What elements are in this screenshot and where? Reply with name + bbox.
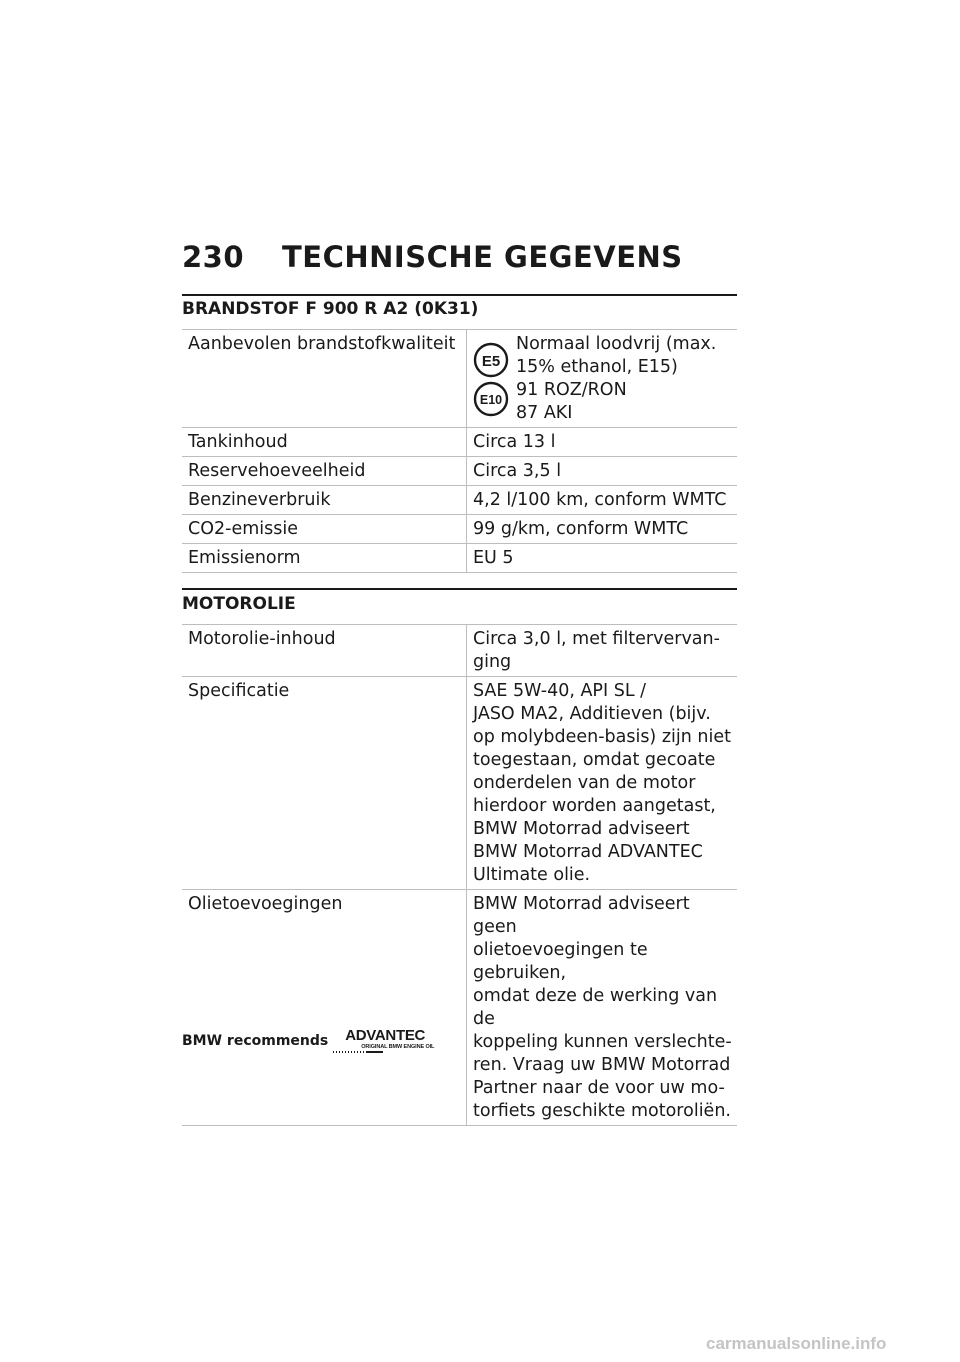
e10-fuel-icon xyxy=(473,381,509,417)
oil-value-line: Circa 3,0 l, met filtervervan- xyxy=(473,629,720,649)
oil-value-line: ren. Vraag uw BMW Motorrad xyxy=(473,1055,731,1075)
fuel-section-title: BRANDSTOF F 900 R A2 (0K31) xyxy=(182,294,737,329)
watermark: carmanualsonline.info xyxy=(706,1334,887,1353)
advantec-logo-subtitle: ORIGINAL BMW ENGINE OIL xyxy=(361,1044,435,1050)
oil-value-line: BMW Motorrad adviseert geen xyxy=(473,894,690,937)
advantec-logo xyxy=(333,1029,443,1057)
fuel-row-label: Reservehoeveelheid xyxy=(182,457,467,486)
e10-fuel-icon-text: E10 xyxy=(479,393,503,407)
oil-value-line: hierdoor worden aangetast, xyxy=(473,796,716,816)
fuel-quality-line: Normaal loodvrij (max. xyxy=(516,334,717,354)
oil-value-line: torfiets geschikte motoroliën. xyxy=(473,1101,731,1121)
fuel-row-value: Circa 13 l xyxy=(473,432,556,452)
page-title: TECHNISCHE GEGEVENS xyxy=(282,240,683,274)
oil-row-value xyxy=(467,890,738,1126)
oil-section-title: MOTOROLIE xyxy=(182,588,737,624)
bmw-recommends-text: BMW recommends xyxy=(182,1033,329,1049)
fuel-row-value: Circa 3,5 l xyxy=(473,461,562,481)
fuel-row-label: CO2-emissie xyxy=(182,515,467,544)
advantec-logo-bar-solid xyxy=(367,1051,383,1053)
fuel-quality-line: 91 ROZ/RON xyxy=(516,380,627,400)
table-row xyxy=(182,544,737,573)
oil-value-line: BMW Motorrad ADVANTEC xyxy=(473,842,703,862)
oil-row-value xyxy=(467,625,738,677)
fuel-row-label: Emissienorm xyxy=(182,544,467,573)
oil-value-line: SAE 5W-40, API SL / xyxy=(473,681,647,701)
fuel-row-value: 99 g/km, conform WMTC xyxy=(473,519,689,539)
fuel-row-value: 4,2 l/100 km, conform WMTC xyxy=(473,490,727,510)
e5-fuel-icon xyxy=(473,342,509,378)
oil-row-label: Olietoevoegingen xyxy=(182,890,467,1126)
fuel-row-label: Tankinhoud xyxy=(182,428,467,457)
oil-value-line: Partner naar de voor uw mo- xyxy=(473,1078,725,1098)
table-row xyxy=(182,625,737,677)
fuel-quality-line: 15% ethanol, E15) xyxy=(516,357,678,377)
oil-value-line: omdat deze de werking van de xyxy=(473,986,718,1029)
oil-value-line: op molybdeen-basis) zijn niet xyxy=(473,727,731,747)
oil-value-line: toegestaan, omdat gecoate xyxy=(473,750,716,770)
oil-row-label: Specificatie xyxy=(182,677,467,890)
oil-value-line: onderdelen van de motor xyxy=(473,773,696,793)
oil-value-line: olietoevoegingen te gebruiken, xyxy=(473,940,648,983)
page-content xyxy=(182,240,737,1126)
fuel-row-value: EU 5 xyxy=(473,548,514,568)
oil-row-label: Motorolie-inhoud xyxy=(182,625,467,677)
table-row xyxy=(182,677,737,890)
page-number: 230 xyxy=(182,240,245,274)
oil-value-line: Ultimate olie. xyxy=(473,865,591,885)
oil-value-line: BMW Motorrad adviseert xyxy=(473,819,690,839)
page-header xyxy=(182,240,737,286)
fuel-quality-line: 87 AKI xyxy=(516,403,573,423)
oil-value-line: koppeling kunnen verslechte- xyxy=(473,1032,732,1052)
fuel-table xyxy=(182,329,737,573)
oil-value-line: JASO MA2, Additieven (bijv. xyxy=(473,704,711,724)
table-row xyxy=(182,515,737,544)
table-row xyxy=(182,428,737,457)
e5-fuel-icon-text: E5 xyxy=(481,353,501,370)
advantec-logo-name: ADVANTEC xyxy=(345,1027,426,1044)
oil-row-value xyxy=(467,677,738,890)
table-row xyxy=(182,457,737,486)
table-row xyxy=(182,890,737,1126)
footer-recommendation xyxy=(182,1029,443,1057)
fuel-row-label: Benzineverbruik xyxy=(182,486,467,515)
table-row xyxy=(182,330,737,428)
table-row xyxy=(182,486,737,515)
fuel-quality-value xyxy=(467,330,738,428)
fuel-quality-label: Aanbevolen brandstofkwaliteit xyxy=(182,330,467,428)
fuel-section xyxy=(182,294,737,573)
oil-value-line: ging xyxy=(473,652,512,672)
